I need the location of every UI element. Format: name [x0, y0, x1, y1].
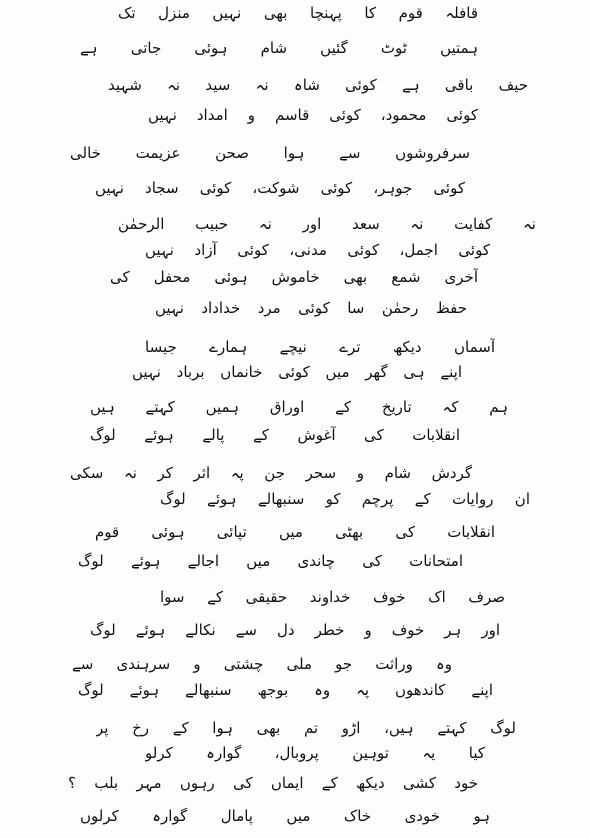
poem-line-6: کوئی جوہر، کوئی شوکت، کوئی سجاد نہیں	[95, 179, 465, 197]
poem-line-15: گردش شام و سحر جن پہ اثر کر نہ سکی	[70, 464, 472, 482]
poem-line-4: کوئی محمود، کوئی قاسم و امداد نہیں	[148, 106, 478, 124]
poem-line-9: آخری شمع بھی خاموش ہوئی محفل کی	[110, 268, 478, 286]
poem-line-20: اور ہر خوف و خطر دل سے نکالے ہوئے لوگ	[90, 621, 500, 639]
poem-line-18: امتحانات کی چاندی میں اجالے ہوئے لوگ	[78, 552, 463, 570]
poem-line-13: ہم کہ تاریخ کے اوراق ہمیں کہتے ہیں	[90, 398, 508, 416]
poem-line-7: نہ کفایت نہ سعد اور نہ حبیب الرحمٰن	[118, 215, 536, 233]
poem-line-24: کیا یہ توہین پروبال، گوارہ کرلو	[145, 744, 485, 762]
poem-line-5: سرفروشوں سے ہوا صحن عزیمت خالی	[70, 144, 470, 162]
poem-line-12: اپنے ہی گھر میں کوئی خانماں برباد نہیں	[132, 363, 462, 381]
poem-line-22: اپنے کاندھوں پہ وہ بوجھ سنبھالے ہوئے لوگ	[78, 681, 493, 699]
poem-line-1: قافلہ قوم کا پہنچا بھی نہیں منزل تک	[118, 4, 478, 22]
poem-line-2: ہمتیں ٹوٹ گئیں شام ہوئی جاتی ہے	[80, 39, 478, 57]
poem-line-19: صرف اک خوف خداوند حقیقی کے سوا	[160, 588, 505, 606]
poem-line-11: آسماں دیکھ ترے نیچے ہمارے جیسا	[145, 338, 495, 356]
poem-line-26: ہو خودی خاک میں پامال گوارہ کرلوں	[80, 807, 490, 825]
poem-line-14: انقلابات کی آغوش کے پالے ہوئے لوگ	[90, 426, 460, 444]
poem-line-10: حفظ رحمٰن سا کوئی مرد خداداد نہیں	[155, 299, 467, 317]
poem-line-3: حیف باقی ہے کوئی شاہ نہ سید نہ شہید	[108, 76, 528, 94]
poem-line-21: وہ وراثت جو ملی چشتی و سرہندی سے	[72, 655, 452, 673]
poem-line-25: خود کشی دیکھ کے ایماں کی رہوں مہر بلب ؟	[68, 774, 478, 792]
poem-line-16: ان روایات کے پرچم کو سنبھالے ہوئے لوگ	[160, 490, 530, 508]
poem-line-17: انقلابات کی بھٹی میں تپائی ہوئی قوم	[95, 523, 495, 541]
poem-line-8: کوئی اجمل، کوئی مدنی، کوئی آزاد نہیں	[145, 241, 490, 259]
poem-line-23: لوگ کہتے ہیں، اڑو تم بھی ہوا کے رخ پر	[96, 719, 516, 737]
